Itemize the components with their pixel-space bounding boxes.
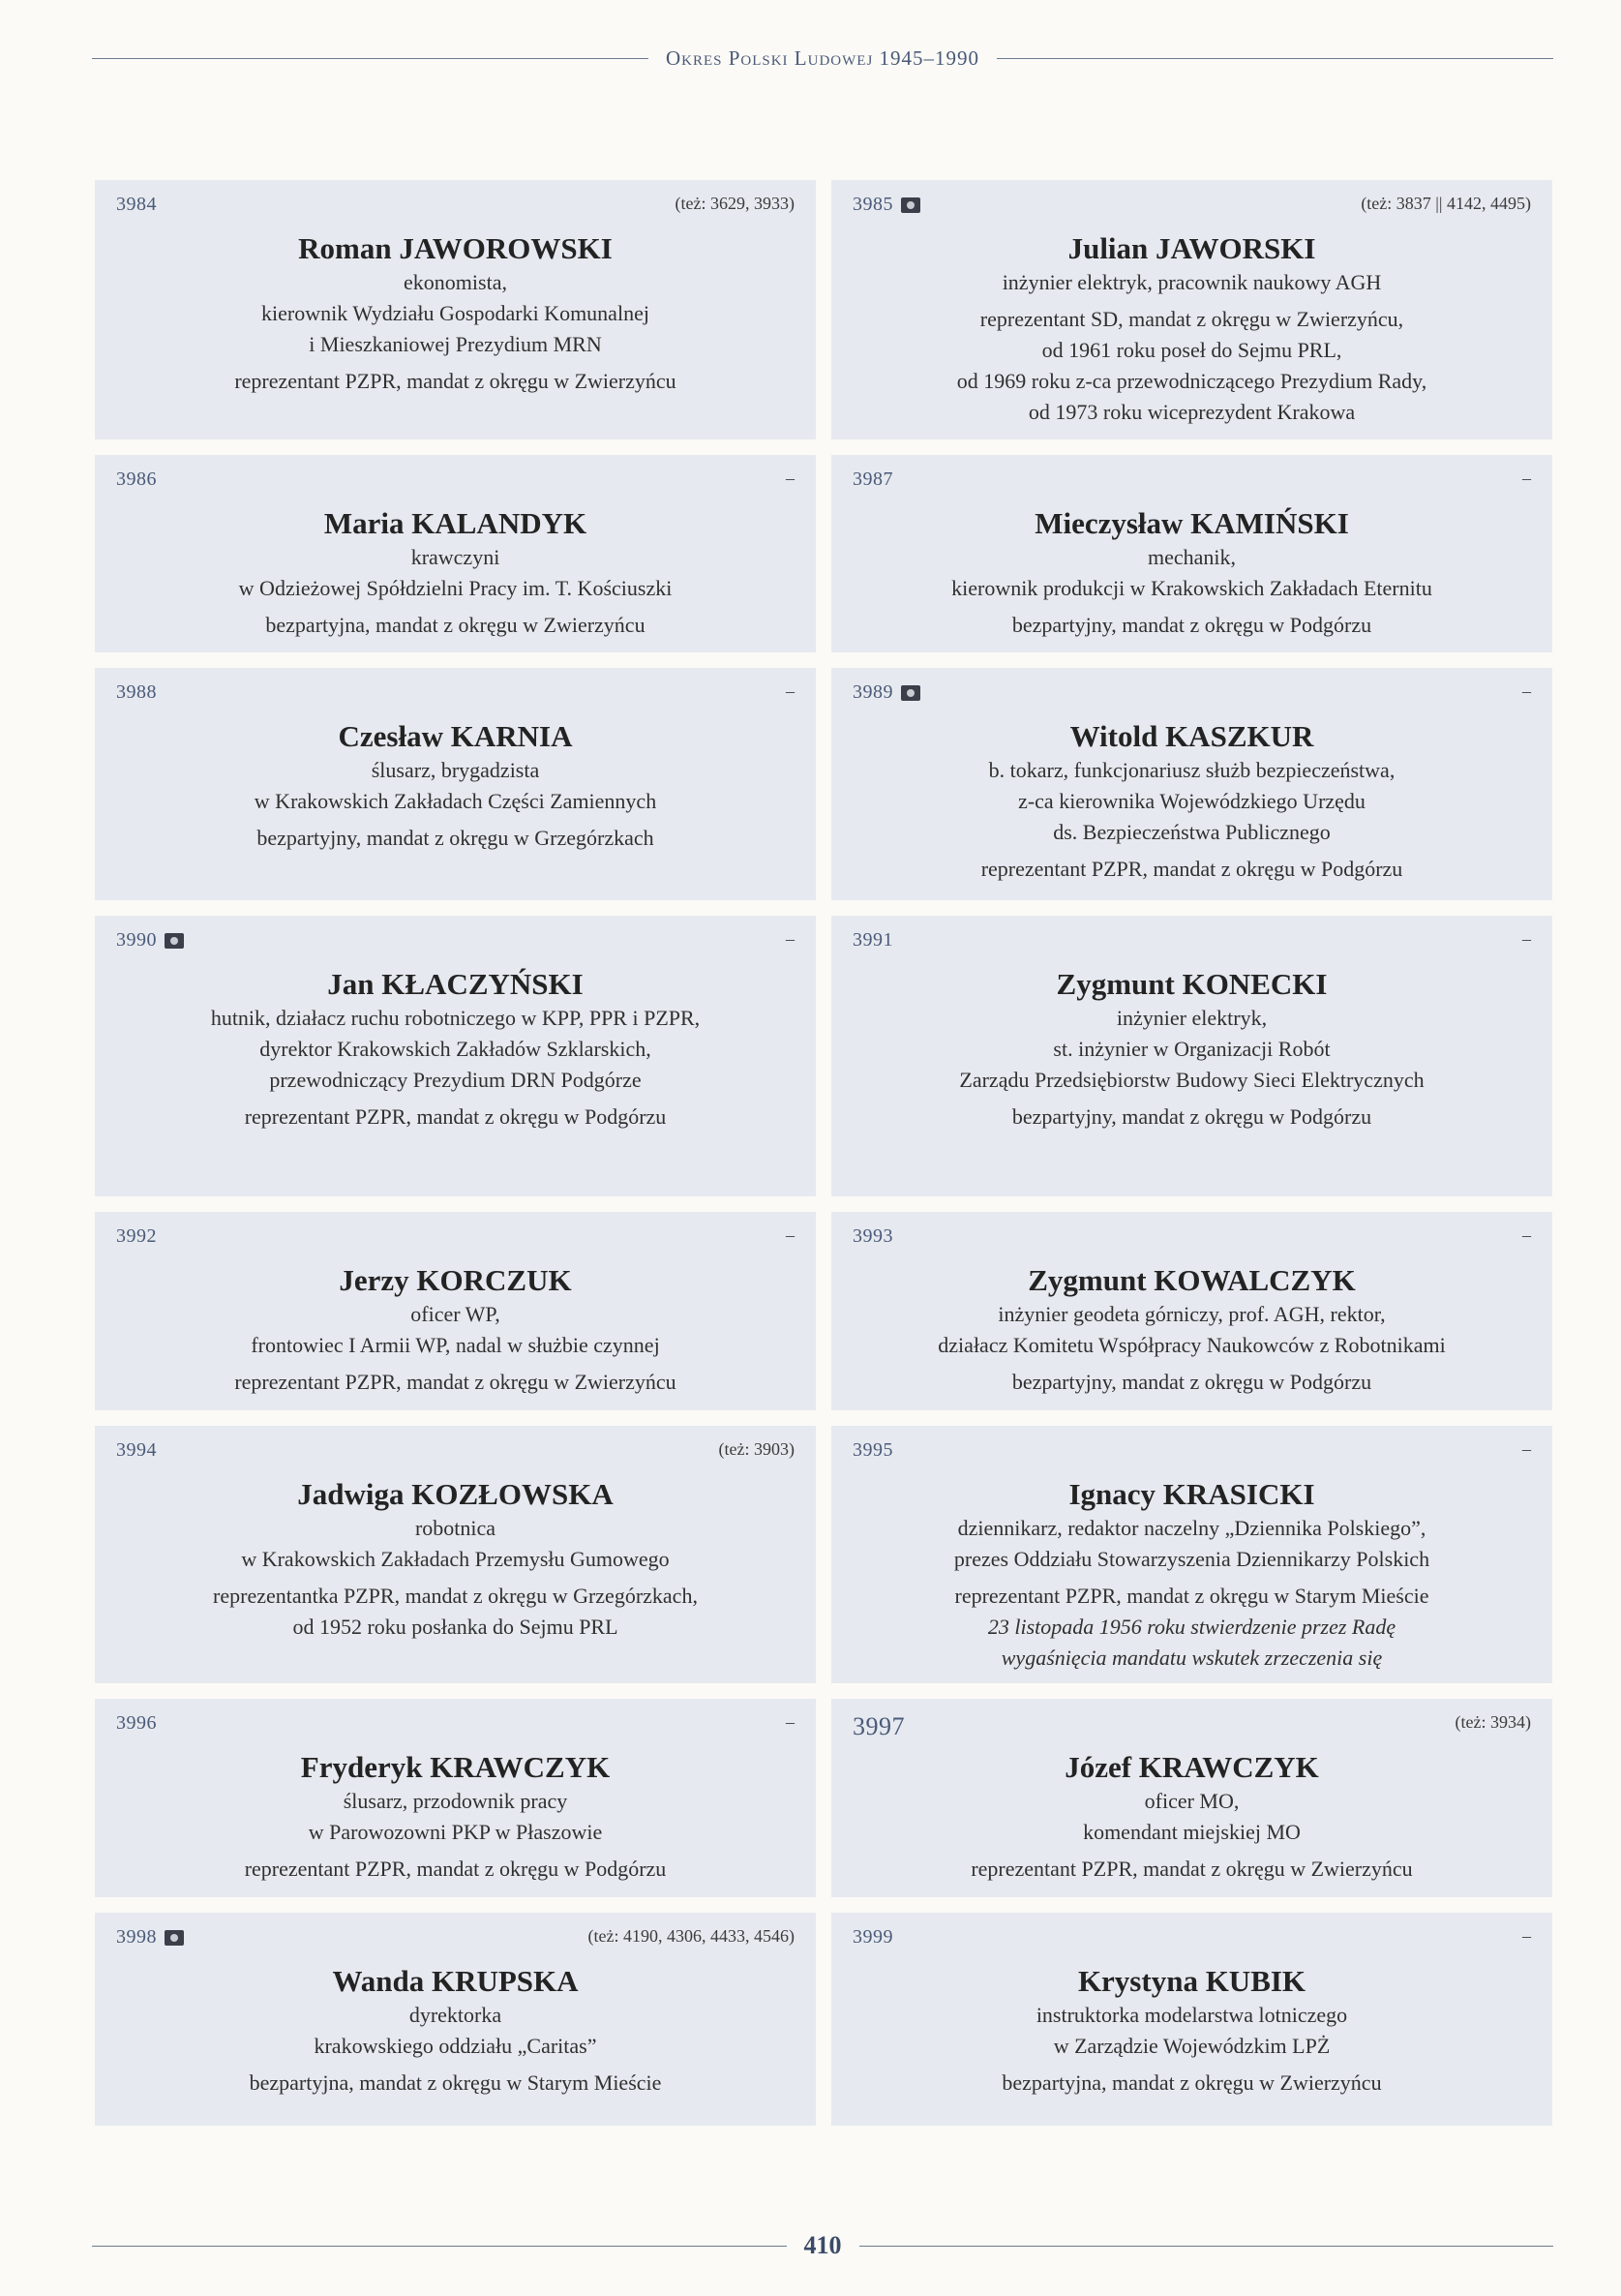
entry-reference: (też: 4190, 4306, 4433, 4546) <box>587 1926 795 1946</box>
entry-number: 3993 <box>853 1225 893 1247</box>
entry-detail: działacz Komitetu Współpracy Naukowców z Robotnikami <box>938 1333 1446 1357</box>
entry-detail: z-ca kierownika Wojewódzkiego Urzędu <box>1018 789 1366 813</box>
entry-detail: krawczyni <box>410 545 500 569</box>
entry-number: 3986 <box>116 468 157 490</box>
entry-card <box>831 1426 1552 1683</box>
entry-mandate: reprezentant PZPR, mandat z okręgu w Zwierzyńcu <box>971 1857 1413 1881</box>
entry-name: Roman JAWOROWSKI <box>298 231 613 265</box>
entry-reference: – <box>1522 1225 1531 1245</box>
entry-mandate: od 1969 roku z-ca przewodniczącego Prezydium Rady, <box>956 369 1427 393</box>
entry-detail: st. inżynier w Organizacji Robót <box>1053 1037 1331 1061</box>
entry-detail: mechanik, <box>1147 545 1237 569</box>
entry-detail: dyrektorka <box>408 2003 502 2027</box>
entry-mandate: bezpartyjny, mandat z okręgu w Grzegórzkach <box>256 826 654 850</box>
entry-card <box>831 1212 1552 1410</box>
entry-mandate: bezpartyjna, mandat z okręgu w Starym Mieście <box>249 2070 662 2095</box>
entry-name: Józef KRAWCZYK <box>1065 1750 1319 1784</box>
entry-name: Wanda KRUPSKA <box>332 1964 579 1998</box>
header-rule-right <box>997 58 1553 59</box>
entry-note: wygaśnięcia mandatu wskutek zrzeczenia się <box>1001 1646 1383 1670</box>
entry-reference: – <box>786 681 795 701</box>
page-number: 410 <box>803 2231 842 2259</box>
entry-number: 3994 <box>116 1439 157 1461</box>
entry-reference: (też: 3934) <box>1455 1712 1531 1732</box>
entries-grid <box>95 180 1554 2126</box>
entry-detail: komendant miejskiej MO <box>1083 1820 1301 1844</box>
entry-card <box>95 1212 816 1410</box>
entry-card <box>95 1913 816 2126</box>
entry-card <box>831 668 1552 900</box>
entry-mandate: bezpartyjna, mandat z okręgu w Zwierzyńcu <box>265 613 645 637</box>
entry-name: Maria KALANDYK <box>323 506 587 540</box>
entry-mandate: bezpartyjny, mandat z okręgu w Podgórzu <box>1011 1370 1372 1394</box>
entry-name: Krystyna KUBIK <box>1077 1964 1306 1998</box>
entry-detail: instruktorka modelarstwa lotniczego <box>1036 2003 1348 2027</box>
entry-detail: kierownik Wydziału Gospodarki Komunalnej <box>261 301 649 325</box>
entry-mandate: bezpartyjny, mandat z okręgu w Podgórzu <box>1011 1104 1372 1129</box>
entry-reference: – <box>1522 1439 1531 1459</box>
entry-detail: w Zarządzie Wojewódzkim LPŻ <box>1053 2034 1331 2058</box>
entry-reference: – <box>1522 468 1531 488</box>
entry-number: 3998 <box>116 1926 157 1948</box>
entry-mandate: reprezentant PZPR, mandat z okręgu w Podgórzu <box>244 1857 667 1881</box>
entry-card <box>831 455 1552 652</box>
entry-number: 3991 <box>853 929 893 951</box>
running-header <box>92 39 1553 77</box>
page-footer <box>92 2226 1553 2265</box>
entry-name: Czesław KARNIA <box>338 719 573 753</box>
entry-number: 3988 <box>116 681 157 703</box>
entry-card <box>95 180 816 439</box>
entry-reference: – <box>786 468 795 488</box>
entry-number: 3996 <box>116 1712 157 1734</box>
entry-detail: b. tokarz, funkcjonariusz służb bezpieczeństwa, <box>988 758 1396 782</box>
entry-detail: ekonomista, <box>404 270 507 294</box>
entry-card <box>831 916 1552 1196</box>
entry-name: Julian JAWORSKI <box>1067 231 1316 265</box>
entry-detail: ds. Bezpieczeństwa Publicznego <box>1053 820 1331 844</box>
entry-number: 3989 <box>853 681 893 703</box>
entry-detail: robotnica <box>414 1516 496 1540</box>
entry-detail: inżynier elektryk, pracownik naukowy AGH <box>1002 270 1382 294</box>
camera-icon <box>901 685 920 701</box>
entry-detail: w Odzieżowej Spółdzielni Pracy im. T. Kościuszki <box>238 576 673 600</box>
entry-name: Mieczysław KAMIŃSKI <box>1035 506 1349 540</box>
footer-rule-left <box>92 2246 787 2247</box>
entry-mandate: od 1973 roku wiceprezydent Krakowa <box>1028 400 1356 424</box>
entry-name: Witold KASZKUR <box>1069 719 1314 753</box>
entry-mandate: reprezentant SD, mandat z okręgu w Zwierzyńcu, <box>979 307 1404 331</box>
entry-card <box>95 916 816 1196</box>
entry-detail: kierownik produkcji w Krakowskich Zakładach Eternitu <box>951 576 1432 600</box>
entry-reference: – <box>1522 1926 1531 1946</box>
running-header-title: Okres Polski Ludowej 1945–1990 <box>665 45 980 70</box>
entry-number: 3995 <box>853 1439 893 1461</box>
entry-mandate: reprezentant PZPR, mandat z okręgu w Podgórzu <box>244 1104 667 1129</box>
entry-detail: prezes Oddziału Stowarzyszenia Dziennikarzy Polskich <box>953 1547 1430 1571</box>
camera-icon <box>165 1930 184 1946</box>
entry-detail: ślusarz, przodownik pracy <box>343 1789 568 1813</box>
entry-reference: – <box>786 1225 795 1245</box>
entry-detail: dyrektor Krakowskich Zakładów Szklarskich, <box>259 1037 651 1061</box>
entry-number: 3992 <box>116 1225 157 1247</box>
entry-card <box>95 1699 816 1897</box>
entry-reference: (też: 3629, 3933) <box>675 194 795 213</box>
entry-card <box>95 455 816 652</box>
entry-number: 3985 <box>853 194 893 215</box>
entry-detail: frontowiec I Armii WP, nadal w służbie czynnej <box>251 1333 660 1357</box>
entry-card <box>831 1699 1552 1897</box>
entry-detail: hutnik, działacz ruchu robotniczego w KPP, PPR i PZPR, <box>210 1006 701 1030</box>
entry-reference: – <box>786 1712 795 1732</box>
entry-mandate: reprezentant PZPR, mandat z okręgu w Zwierzyńcu <box>234 369 676 393</box>
entry-detail: inżynier elektryk, <box>1116 1006 1268 1030</box>
entry-detail: oficer MO, <box>1144 1789 1240 1813</box>
entry-reference: – <box>786 929 795 949</box>
header-rule-left <box>92 58 648 59</box>
entry-number: 3997 <box>853 1712 905 1740</box>
entry-name: Fryderyk KRAWCZYK <box>300 1750 611 1784</box>
entry-detail: przewodniczący Prezydium DRN Podgórze <box>269 1068 642 1092</box>
entry-number-with-photo <box>116 929 184 952</box>
entry-reference: (też: 3837 || 4142, 4495) <box>1361 194 1531 213</box>
entry-card <box>831 1913 1552 2126</box>
entry-number-with-photo <box>116 1926 184 1949</box>
entry-mandate: reprezentant PZPR, mandat z okręgu w Podgórzu <box>980 857 1403 881</box>
entry-number: 3984 <box>116 194 157 215</box>
entry-number: 3987 <box>853 468 893 490</box>
entry-card <box>831 180 1552 439</box>
entry-mandate: bezpartyjny, mandat z okręgu w Podgórzu <box>1011 613 1372 637</box>
entry-mandate: reprezentant PZPR, mandat z okręgu w Starym Mieście <box>954 1584 1429 1608</box>
entry-mandate: od 1952 roku posłanka do Sejmu PRL <box>292 1615 618 1639</box>
entry-name: Jadwiga KOZŁOWSKA <box>297 1477 614 1511</box>
entry-name: Ignacy KRASICKI <box>1068 1477 1315 1511</box>
entry-detail: ślusarz, brygadzista <box>371 758 540 782</box>
entry-mandate: reprezentant PZPR, mandat z okręgu w Zwierzyńcu <box>234 1370 676 1394</box>
entry-name: Zygmunt KOWALCZYK <box>1028 1263 1356 1297</box>
entry-detail: dziennikarz, redaktor naczelny „Dziennika Polskiego”, <box>957 1516 1426 1540</box>
entry-name: Jerzy KORCZUK <box>339 1263 572 1297</box>
entry-detail: oficer WP, <box>410 1302 500 1326</box>
entry-mandate: bezpartyjna, mandat z okręgu w Zwierzyńcu <box>1002 2070 1382 2095</box>
entry-detail: Zarządu Przedsiębiorstw Budowy Sieci Elektrycznych <box>959 1068 1425 1092</box>
entry-detail: w Parowozowni PKP w Płaszowie <box>308 1820 603 1844</box>
camera-icon <box>901 197 920 213</box>
entry-reference: – <box>1522 929 1531 949</box>
entry-number-with-photo <box>853 681 920 704</box>
entry-mandate: reprezentantka PZPR, mandat z okręgu w Grzegórzkach, <box>213 1584 698 1608</box>
entry-detail: i Mieszkaniowej Prezydium MRN <box>309 332 602 356</box>
entry-card <box>95 668 816 900</box>
entry-note: 23 listopada 1956 roku stwierdzenie przez Radę <box>987 1615 1396 1639</box>
entry-detail: w Krakowskich Zakładach Części Zamiennych <box>254 789 657 813</box>
entry-detail: w Krakowskich Zakładach Przemysłu Gumowego <box>241 1547 670 1571</box>
entry-mandate: od 1961 roku poseł do Sejmu PRL, <box>1041 338 1342 362</box>
entry-name: Zygmunt KONECKI <box>1056 967 1328 1001</box>
entry-detail: krakowskiego oddziału „Caritas” <box>314 2034 597 2058</box>
entry-detail: inżynier geodeta górniczy, prof. AGH, rektor, <box>998 1302 1386 1326</box>
entry-number: 3999 <box>853 1926 893 1948</box>
entry-number: 3990 <box>116 929 157 951</box>
entry-name: Jan KŁACZYŃSKI <box>327 967 584 1001</box>
entry-reference: – <box>1522 681 1531 701</box>
entry-reference: (też: 3903) <box>718 1439 795 1459</box>
footer-rule-right <box>859 2246 1554 2247</box>
entry-number-with-photo <box>853 194 920 216</box>
camera-icon <box>165 933 184 949</box>
entry-card <box>95 1426 816 1683</box>
